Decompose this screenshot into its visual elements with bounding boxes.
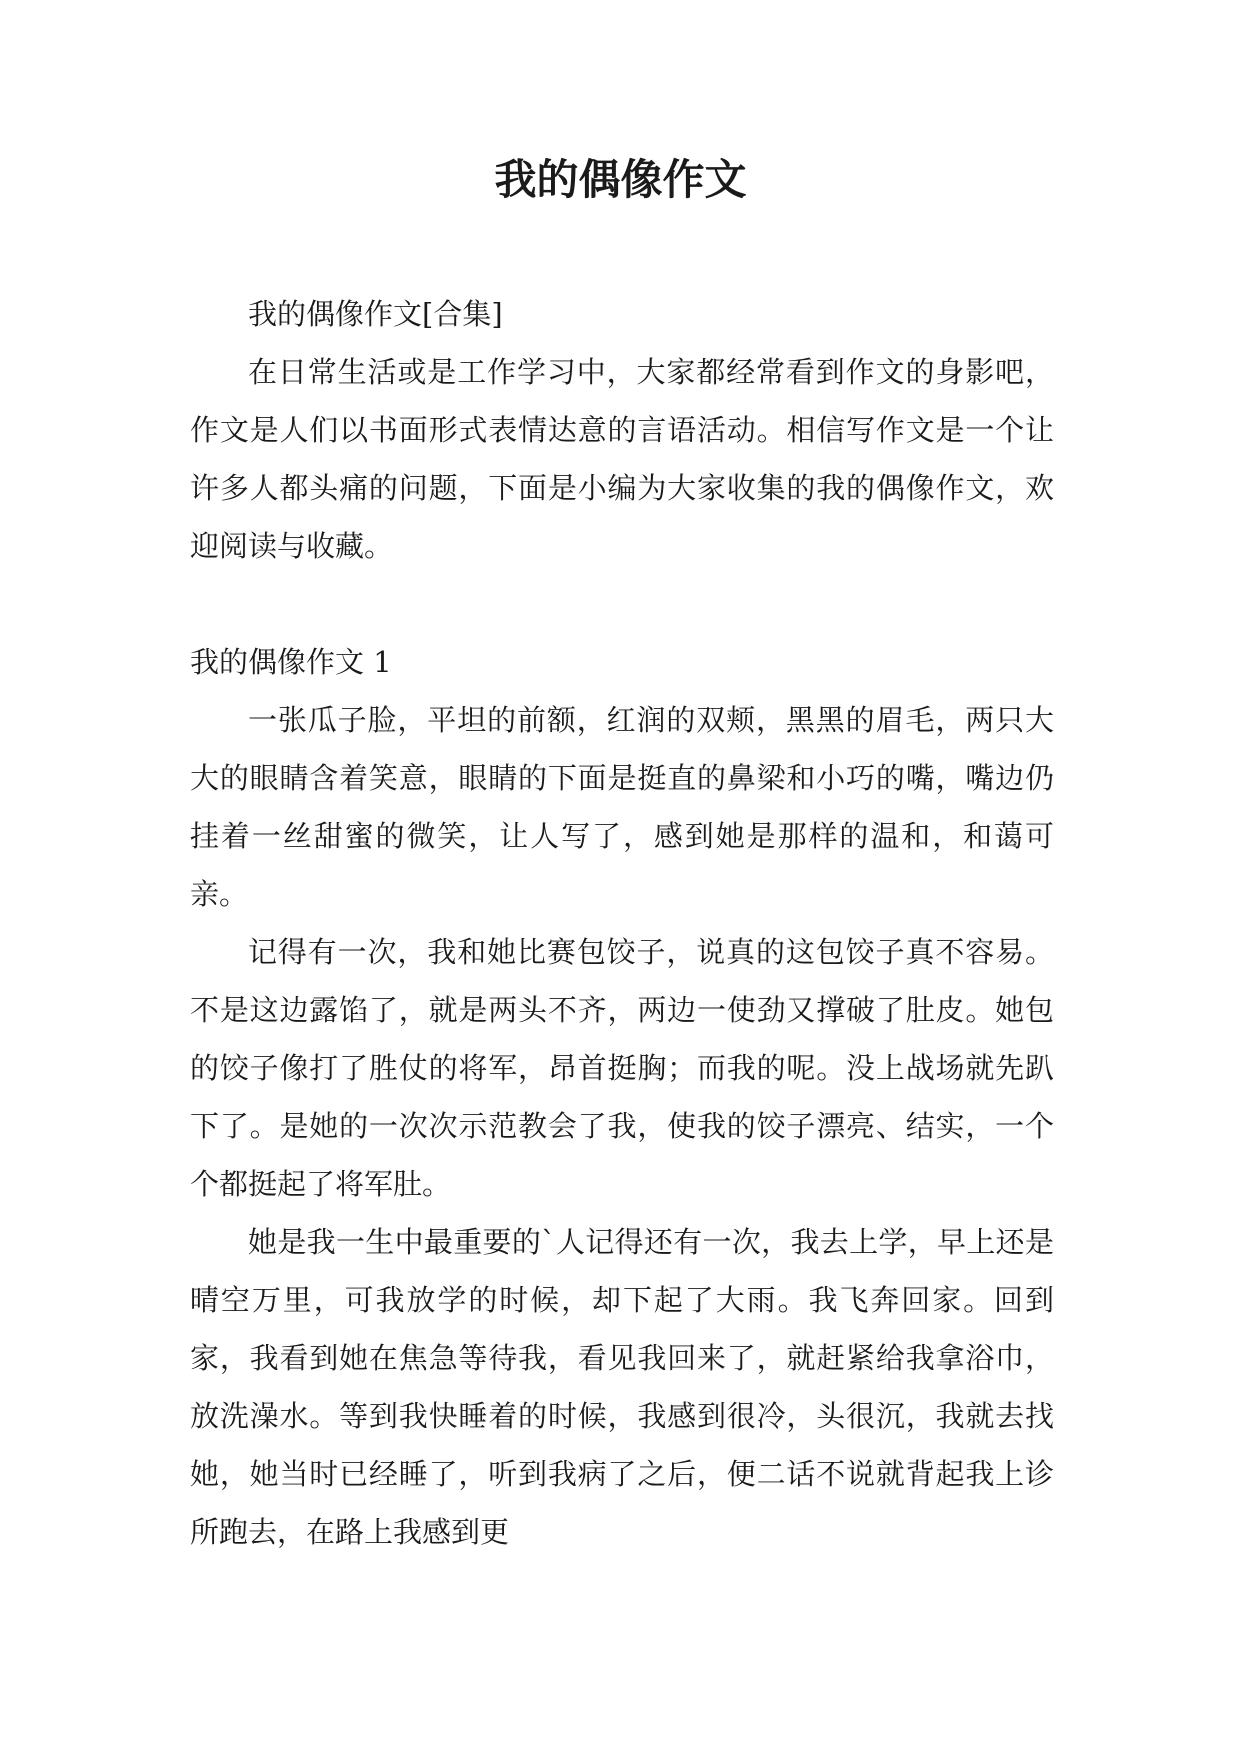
section-spacer xyxy=(190,575,1054,633)
body-paragraph: 一张瓜子脸，平坦的前额，红润的双颊，黑黑的眉毛，两只大大的眼睛含着笑意，眼睛的下面是挺直的鼻梁和小巧的嘴，嘴边仍挂着一丝甜蜜的微笑，让人写了，感到她是那样的温和，和蔼可亲。 xyxy=(190,703,1054,911)
collection-subtitle: 我的偶像作文[合集] xyxy=(248,297,503,331)
intro-paragraph: 在日常生活或是工作学习中，大家都经常看到作文的身影吧，作文是人们以书面形式表情达意的言语活动。相信写作文是一个让许多人都头痛的问题，下面是小编为大家收集的我的偶像作文，欢迎阅读与收藏。 xyxy=(190,355,1054,563)
section-heading: 我的偶像作文 1 xyxy=(190,645,392,679)
body-paragraph: 记得有一次，我和她比赛包饺子，说真的这包饺子真不容易。不是这边露馅了，就是两头不齐，两边一使劲又撑破了肚皮。她包的饺子像打了胜仗的将军，昂首挺胸；而我的呢。没上战场就先趴下了。是她的一次次示范教会了我，使我的饺子漂亮、结实，一个个都挺起了将军肚。 xyxy=(190,935,1054,1201)
document-title: 我的偶像作文 xyxy=(494,155,747,204)
body-paragraph: 她是我一生中最重要的`人记得还有一次，我去上学，早上还是晴空万里，可我放学的时候，却下起了大雨。我飞奔回家。回到家，我看到她在焦急等待我，看见我回来了，就赶紧给我拿浴巾，放洗澡水。等到我快睡着的时候，我感到很冷，头很沉，我就去找她，她当时已经睡了，听到我病了之后，便二话不说就背起我上诊所跑去，在路上我感到更 xyxy=(190,1225,1054,1549)
document-body xyxy=(190,285,1054,1561)
